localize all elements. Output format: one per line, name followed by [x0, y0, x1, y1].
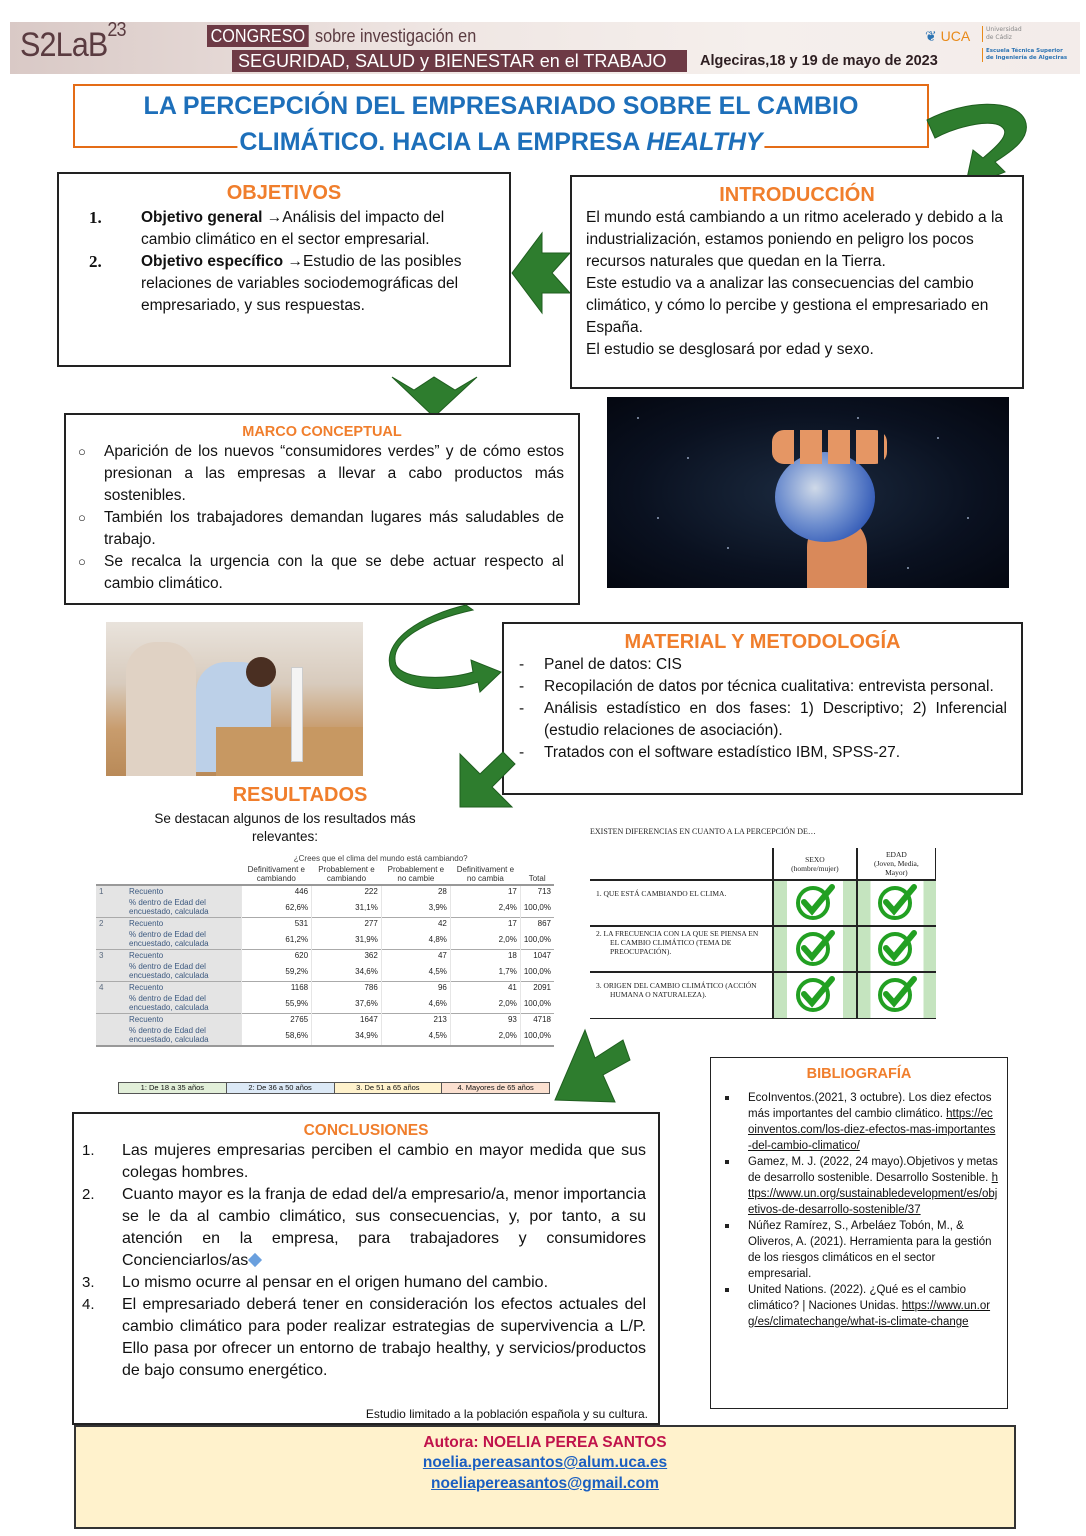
diferencias-table: [590, 848, 936, 1019]
table-row-total: % dentro de Edad del encuestado, calculada 58,6% 34,9% 4,5% 2,0% 100,0%: [96, 1025, 554, 1046]
age-group-legend: [118, 1082, 550, 1094]
title-line-1: LA PERCEPCIÓN DEL EMPRESARIADO SOBRE EL CAMBIO: [143, 92, 859, 120]
uca-logo: ❦ UCA: [925, 28, 971, 44]
bibliografia-section: [710, 1057, 1008, 1409]
marco-conceptual-section: [64, 413, 580, 605]
check-circle-icon: [876, 975, 918, 1013]
material-item: - Panel de datos: CIS: [519, 656, 682, 673]
author-email-uca[interactable]: noelia.pereasantos@alum.uca.es: [422, 1454, 668, 1471]
table-row: 2. LA FRECUENCIA CON LA QUE SE PIENSA EN EL CAMBIO CLIMÁTICO (TEMA DE PREOCUPACIÓN).: [590, 926, 936, 972]
legend-item: 4. Mayores de 65 años: [442, 1083, 549, 1093]
marco-item: ○ También los trabajadores demandan lugares más saludables de trabajo.: [78, 509, 564, 548]
conclusion-item: 4. El empresariado deberá tener en consideración los efectos actuales del cambio climático para poder realizar estrategias de supervivencia a L/P. Ello pasa por ofrecer un entorno de trabajo healthy, y servicios/productos de bajo consumo energético.: [82, 1296, 646, 1379]
author-name: Autora: NOELIA PEREA SANTOS: [423, 1434, 667, 1451]
check-circle-icon: [876, 883, 918, 921]
resultados-subtitle: Se destacan algunos de los resultados más relevantes:: [154, 811, 416, 844]
arrow-marker-icon: [248, 1253, 262, 1267]
objetivos-section: [57, 172, 511, 367]
objetivos-title: OBJETIVOS: [226, 182, 342, 204]
conclusion-item: 2. Cuanto mayor es la franja de edad del/a empresario/a, menor importancia se le da al cambio climático, sus consecuencias, y, por tanto, a su atención en la empresa, para trabajadores y consumidores Concienciarlos/as: [82, 1186, 646, 1269]
table-row-total: Recuento 2765 1647 213 93 4718: [96, 1014, 554, 1026]
hand-crushing-earth-image: [607, 397, 1009, 588]
reference-item: EcoInventos.(2021, 3 octubre). Los diez efectos más importantes del cambio climático. https://ecoinventos.com/los-diez-efectos-mas-importantes-del-cambio-climatico/: [711, 1090, 1007, 1154]
marco-item: ○ Aparición de los nuevos “consumidores verdes” y de cómo estos presionan a las empresas a llevar a cabo productos más sostenibles.: [78, 443, 564, 504]
check-circle-icon: [794, 929, 836, 967]
introduccion-title: INTRODUCCIÓN: [719, 184, 875, 206]
table-row: % dentro de Edad del encuestado, calculada 59,2% 34,6% 4,5% 1,7% 100,0%: [96, 961, 554, 982]
spss-crosstab-table: ¿Crees que el clima del mundo está cambiando? Definitivament e cambiando Probablement e cambiando Probablement e no cambie Definitivament e no cambia Total 1 Recuento 446 222 28 17 713 % dentro de Edad del encuestado, calculada 62,6% 31,1% 3,9% 2,4% 100,0% 2 Recuento 531 277 42 17 867 % dentro de Edad del encuestado, calculada 61,2% 31,9% 4,8% 2,0% 100,0% 3 Recuento 620 362 47 18 1047 % dentro de Edad del encuestado, calculada 59,2% 34,6% 4,5% 1,7% 100,0% 4 Recuento 1168 786 96 41 2091 % dentro de Edad del encuestado, calculada 55,9% 37,6% 4,6% 2,0% 100,0% Recuento 2765 1647 213 93 4718 % dentro de Edad del encuestado, calculada 58,6% 34,9% 4,5% 2,0% 100,0%: [96, 853, 554, 1047]
table-row: 4 Recuento 1168 786 96 41 2091: [96, 982, 554, 994]
arrow-left-icon: [512, 233, 572, 313]
intro-paragraph: Este estudio va a analizar las consecuencias del cambio climático, y cómo lo percibe y gestiona el empresariado en España.: [586, 275, 989, 336]
congreso-subtitle: sobre investigación en: [315, 26, 477, 46]
objetivo-item: 1. Objetivo general →Análisis del impacto del cambio climático en el sector empresarial.: [89, 208, 445, 248]
material-metodologia-section: [502, 622, 1023, 795]
header-banner: [10, 18, 1080, 74]
congreso-label: CONGRESO: [207, 25, 309, 47]
marco-title: MARCO CONCEPTUAL: [242, 424, 402, 440]
marco-item: ○ Se recalca la urgencia con la que se debe actuar respecto al cambio climático.: [78, 553, 564, 592]
bibliografia-title: BIBLIOGRAFÍA: [806, 1066, 912, 1082]
office-workers-image: [106, 622, 363, 776]
intro-paragraph: El estudio se desglosará por edad y sexo.: [586, 341, 874, 358]
table-row: 1. QUE ESTÁ CAMBIANDO EL CLIMA.: [590, 880, 936, 926]
objetivo-item: 2. Objetivo específico →Estudio de las posibles relaciones de variables sociodemográficas del empresariado, y sus respuestas.: [89, 252, 462, 314]
poster-title: [73, 84, 929, 156]
arrow-down-left-icon: [455, 752, 515, 812]
conclusiones-section: [72, 1112, 660, 1425]
study-limitation: Estudio limitado a la población española y su cultura.: [365, 1407, 648, 1421]
author-box: [74, 1425, 1016, 1529]
check-circle-icon: [876, 929, 918, 967]
material-item: - Recopilación de datos por técnica cualitativa: entrevista personal.: [519, 678, 994, 695]
author-email-gmail[interactable]: noeliapereasantos@gmail.com: [431, 1475, 659, 1492]
table-row: 3 Recuento 620 362 47 18 1047: [96, 950, 554, 962]
table-row: % dentro de Edad del encuestado, calculada 55,9% 37,6% 4,6% 2,0% 100,0%: [96, 993, 554, 1014]
check-circle-icon: [794, 883, 836, 921]
intro-paragraph: El mundo está cambiando a un ritmo acelerado y debido a la industrialización, estamos poniendo en peligro los pocos recursos naturales que quedan en la Tierra.: [586, 209, 1004, 270]
legend-item: 2: De 36 a 50 años: [227, 1083, 335, 1093]
reference-link[interactable]: https://www.un.org/es/climatechange/what-is-climate-change: [748, 1300, 991, 1328]
col-sexo: SEXO (hombre/mujer): [773, 848, 857, 880]
legend-item: 1: De 18 a 35 años: [119, 1083, 227, 1093]
table-row: 2 Recuento 531 277 42 17 867: [96, 918, 554, 930]
escuela-label: Escuela Técnica Superior de Ingeniería de Algeciras: [982, 48, 1067, 62]
material-title: MATERIAL Y METODOLOGÍA: [624, 631, 901, 653]
arrow-down-left-icon: [555, 1030, 630, 1105]
diferencias-caption: EXISTEN DIFERENCIAS EN CUANTO A LA PERCEPCIÓN DE…: [590, 827, 816, 836]
reference-item: United Nations. (2022). ¿Qué es el cambio climático? | Naciones Unidas. https://www.un.org/es/climatechange/what-is-climate-change: [711, 1282, 1007, 1330]
universidad-label: Universidad de Cádiz: [982, 26, 1022, 42]
table-row: 1 Recuento 446 222 28 17 713: [96, 885, 554, 897]
conclusion-item: 1. Las mujeres empresarias perciben el cambio en mayor medida que sus colegas hombres.: [82, 1142, 646, 1181]
table-row: 3. ORIGEN DEL CAMBIO CLIMÁTICO (ACCIÓN HUMANA O NATURALEZA).: [590, 972, 936, 1018]
table-row: % dentro de Edad del encuestado, calculada 61,2% 31,9% 4,8% 2,0% 100,0%: [96, 929, 554, 950]
introduccion-section: [570, 175, 1024, 389]
title-line-2: CLIMÁTICO. HACIA LA EMPRESA HEALTHY: [239, 128, 763, 156]
location-date: Algeciras,18 y 19 de mayo de 2023: [700, 53, 938, 69]
reference-link[interactable]: https://ecoinventos.com/los-diez-efectos-mas-importantes-del-cambio-climatico/: [748, 1108, 996, 1152]
s2lab-logo: S2LaB$^{23}$: [20, 18, 126, 64]
resultados-title: RESULTADOS: [232, 784, 368, 806]
check-circle-icon: [794, 975, 836, 1013]
material-item: - Tratados con el software estadístico IBM, SPSS-27.: [519, 744, 901, 761]
reference-item: Gamez, M. J. (2022, 24 mayo).Objetivos y metas de desarrollo sostenible. Desarrollo Sostenible. https://www.un.org/sustainabledevelopment/es/objetivos-de-desarrollo-sostenible/37: [711, 1154, 1007, 1218]
congreso-topic: SEGURIDAD, SALUD y BIENESTAR en el TRABAJO: [232, 50, 687, 72]
conclusion-item: 3. Lo mismo ocurre al pensar en el origen humano del cambio.: [82, 1274, 549, 1291]
arrow-down-icon: [392, 372, 477, 417]
reference-link[interactable]: https://www.un.org/sustainabledevelopment/es/objetivos-de-desarrollo-sostenible/37: [748, 1172, 998, 1216]
legend-item: 3. De 51 a 65 años: [335, 1083, 443, 1093]
conclusiones-title: CONCLUSIONES: [303, 1122, 429, 1139]
table-row: % dentro de Edad del encuestado, calculada 62,6% 31,1% 3,9% 2,4% 100,0%: [96, 897, 554, 918]
col-edad: EDAD (Joven, Media, Mayor): [857, 848, 936, 880]
curved-arrow-icon: [388, 610, 503, 690]
reference-item: Núñez Ramírez, S., Arbeláez Tobón, M., & Oliveros, A. (2021). Herramienta para la gestión de los riesgos climáticos en el sector empresarial.: [711, 1218, 1007, 1282]
material-item: - Análisis estadístico en dos fases: 1) Descriptivo; 2) Inferencial (estudio relaciones de asociación).: [519, 700, 1007, 739]
